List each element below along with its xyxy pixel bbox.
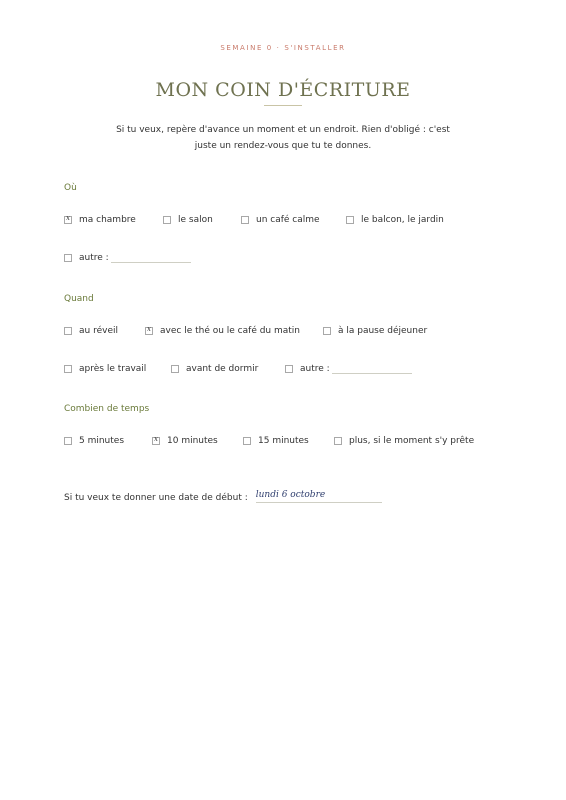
checkbox[interactable] <box>334 437 342 445</box>
checkbox[interactable] <box>171 365 179 373</box>
checkbox[interactable] <box>152 437 160 445</box>
option-where-ma-chambre[interactable] <box>64 215 136 225</box>
checkbox[interactable] <box>285 365 293 373</box>
option-duration-15[interactable] <box>243 436 309 446</box>
checkbox[interactable] <box>64 216 72 224</box>
option-label: avec le thé ou le café du matin <box>160 326 301 336</box>
checkbox[interactable] <box>64 365 72 373</box>
option-label: après le travail <box>79 364 147 374</box>
option-label: le balcon, le jardin <box>361 215 444 225</box>
write-in-line[interactable] <box>111 254 191 263</box>
option-when-apres-travail[interactable] <box>64 364 146 374</box>
section-duration-label: Combien de temps <box>64 404 150 414</box>
option-when-pause-dejeuner[interactable] <box>323 326 427 336</box>
option-label: 10 minutes <box>167 436 218 446</box>
start-date-label: Si tu veux te donner une date de début : <box>64 493 248 503</box>
checkbox[interactable] <box>64 437 72 445</box>
option-label: ma chambre <box>79 215 136 225</box>
section-where-label: Où <box>64 183 77 193</box>
checkbox[interactable] <box>346 216 354 224</box>
start-date-field[interactable]: lundi 6 octobre <box>256 490 382 503</box>
page-title: MON COIN D'ÉCRITURE <box>155 78 411 101</box>
option-where-autre[interactable] <box>64 253 191 263</box>
option-when-au-reveil[interactable] <box>64 326 118 336</box>
option-where-balcon-jardin[interactable] <box>346 215 444 225</box>
option-when-the-cafe-matin[interactable] <box>145 326 300 336</box>
start-date-row <box>64 490 382 503</box>
option-when-avant-dormir[interactable] <box>171 364 258 374</box>
option-label: autre : <box>300 364 330 374</box>
intro-line-1: Si tu veux, repère d'avance un moment et un endroit. Rien d'obligé : c'est <box>116 125 450 135</box>
week-kicker: SEMAINE 0 · S'INSTALLER <box>220 44 346 52</box>
write-in-line[interactable] <box>332 365 412 374</box>
option-duration-10[interactable] <box>152 436 218 446</box>
checkbox[interactable] <box>64 327 72 335</box>
option-label: 5 minutes <box>79 436 125 446</box>
option-label: plus, si le moment s'y prête <box>349 436 475 446</box>
section-when-label: Quand <box>64 294 94 304</box>
intro-text <box>90 122 476 154</box>
option-duration-5[interactable] <box>64 436 124 446</box>
checkbox[interactable] <box>145 327 153 335</box>
option-where-cafe-calme[interactable] <box>241 215 320 225</box>
checkbox[interactable] <box>243 437 251 445</box>
option-label: le salon <box>178 215 213 225</box>
intro-line-2: juste un rendez-vous que tu te donnes. <box>194 141 372 151</box>
title-divider <box>264 105 302 106</box>
option-label: au réveil <box>79 326 118 336</box>
checkbox[interactable] <box>241 216 249 224</box>
option-when-autre[interactable] <box>285 364 412 374</box>
option-label: autre : <box>79 253 109 263</box>
checkbox[interactable] <box>163 216 171 224</box>
option-label: à la pause déjeuner <box>338 326 428 336</box>
option-label: avant de dormir <box>186 364 259 374</box>
option-label: 15 minutes <box>258 436 309 446</box>
option-duration-plus[interactable] <box>334 436 474 446</box>
checkbox[interactable] <box>323 327 331 335</box>
option-where-le-salon[interactable] <box>163 215 213 225</box>
option-label: un café calme <box>256 215 320 225</box>
checkbox[interactable] <box>64 254 72 262</box>
